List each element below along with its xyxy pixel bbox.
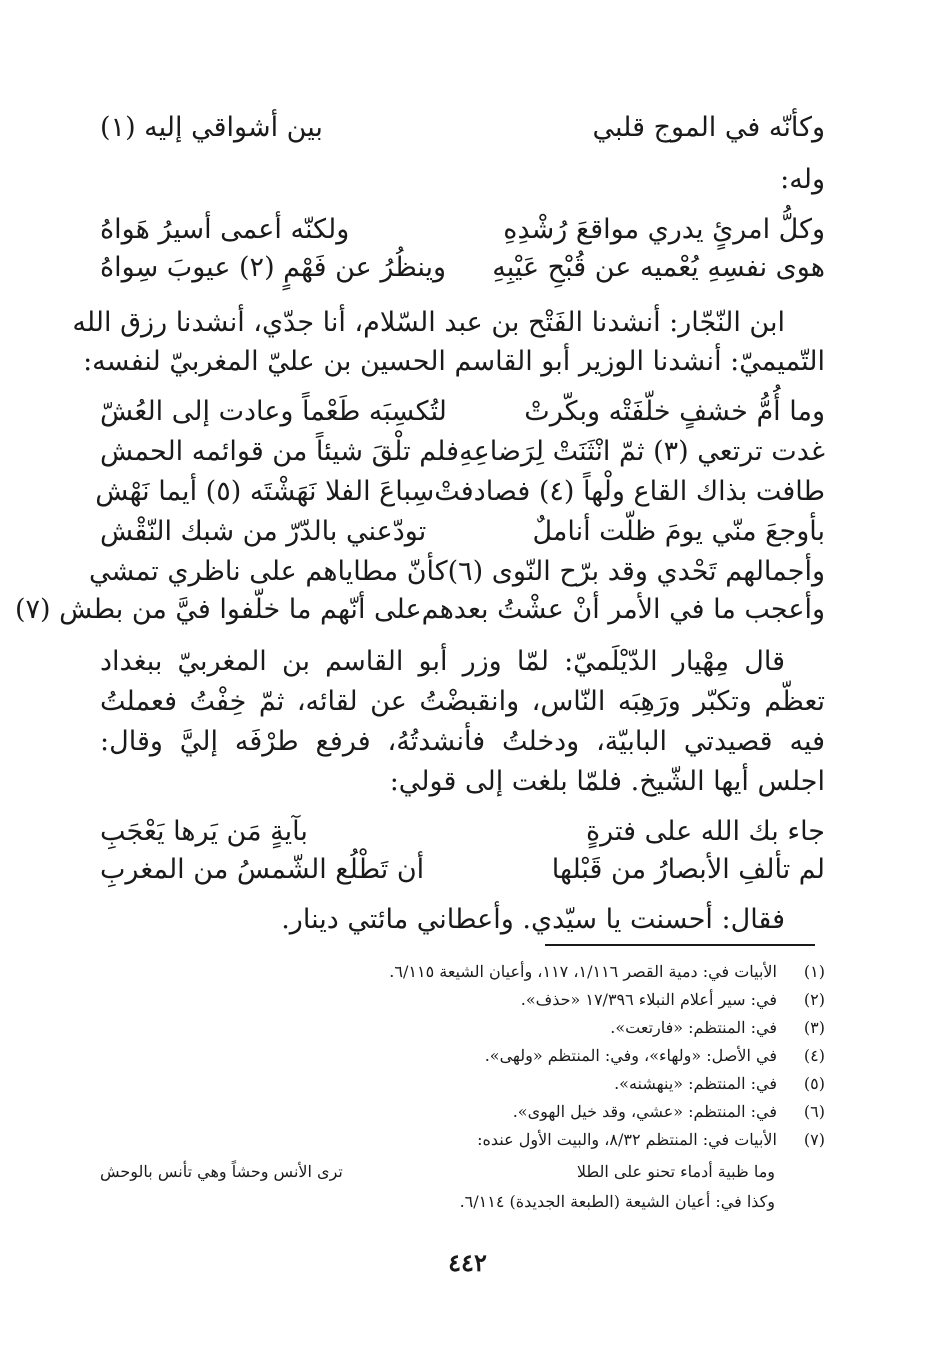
verse-line xyxy=(14,590,825,630)
prose-line xyxy=(72,303,825,343)
verse-line xyxy=(100,248,825,288)
footnote-text: في: المنتظم: «ينهشنه». xyxy=(614,1074,777,1093)
verse-second-hemistich: لتُكسِبَه طَعْماً وعادت إلى العُشّ xyxy=(100,396,447,427)
verse-first-hemistich: جاء بك الله على فترةٍ xyxy=(585,816,825,847)
footnote-number: (٦) xyxy=(803,1102,825,1121)
verse-second-hemistich: أن تَطْلُع الشّمسُ من المغربِ xyxy=(100,854,425,885)
footnote-text: في: المنتظم: «عشي، وقد خيل الهوى». xyxy=(512,1102,777,1121)
verse-line xyxy=(100,108,825,148)
verse-first-hemistich: وأعجب ما في الأمر أنْ عشْتُ بعدهم xyxy=(421,594,825,625)
footnote xyxy=(100,1074,825,1094)
footnote-text: في الأصل: «ولهاء»، وفي: المنتظم «ولهى». xyxy=(484,1046,777,1065)
footnote-number: (١) xyxy=(803,962,825,981)
footnote xyxy=(100,1130,825,1150)
closing-line xyxy=(100,900,825,940)
verse-second-hemistich: وينظُرُ عن فَهْمٍ (٢) عيوبَ سِواهُ xyxy=(100,252,447,283)
footnote-number: (٢) xyxy=(803,990,825,1009)
footnote xyxy=(100,990,825,1010)
footnote-number: (٥) xyxy=(803,1074,825,1093)
prose-text: قال مِهْيار الدّيْلَميّ: لمّا وزر أبو القاسم بن المغربيّ ببغداد تعظّم وتكبّر ورَهِبَه النّاس، وانقبضْتُ عن لقائه، ثمّ خِفْتُ فعملتُ فيه قصيدتي البابيّة، ودخلتُ فأنشدتُهُ، فرفع طرْفَه إليَّ وقال: اجلس أيها الشّيخ. فلمّا بلغت إلى قولي: xyxy=(100,646,825,797)
footnote-continuation: وكذا في: أعيان الشيعة (الطبعة الجديدة) ٦/١١٤. xyxy=(459,1192,775,1211)
verse-second-hemistich: ولكنّه أعمى أسيرُ هَواهُ xyxy=(100,214,350,245)
footnote-number: (٧) xyxy=(803,1130,825,1149)
verse-line xyxy=(100,210,825,250)
verse-first-hemistich: هوى نفسِهِ يُعْميه عن قُبْحِ عَيْبِهِ xyxy=(492,252,825,283)
footnote-text: في: المنتظم: «فارتعت». xyxy=(610,1018,777,1037)
verse-first-hemistich: وكأنّه في الموج قلبي xyxy=(592,112,825,143)
verse-first-hemistich: وأجمالهم تَحْدي وقد برّح النّوى (٦) xyxy=(447,556,825,587)
verse-line xyxy=(100,850,825,890)
verse-line xyxy=(89,552,825,592)
verse-second-hemistich: بآيةٍ مَن يَرها يَعْجَبِ xyxy=(100,816,308,847)
verse-second-hemistich: بين أشواقي إليه (١) xyxy=(100,112,323,143)
verse-line xyxy=(100,512,825,552)
verse-first-hemistich: وما ظبية أدماء تحنو على الطلا xyxy=(576,1162,775,1181)
verse-second-hemistich: على أنّهم ما خلّفوا فيَّ من بطش (٧) xyxy=(14,594,422,625)
prose-text: فقال: أحسنت يا سيّدي. وأعطاني مائتي دينار. xyxy=(281,904,785,935)
verse-first-hemistich: وكلُّ امرئٍ يدري مواقعَ رُشْدِهِ xyxy=(503,214,825,245)
footnote xyxy=(100,1046,825,1066)
footnote-text: في: سير أعلام النبلاء ١٧/٣٩٦ «حذف». xyxy=(520,990,777,1009)
verse-second-hemistich: سِباعَ الفلا نَهَشْتَه (٥) أيما نَهْش xyxy=(95,476,435,507)
footnote-number: (٣) xyxy=(803,1018,825,1037)
verse-line xyxy=(100,432,825,472)
verse-first-hemistich: بأوجعَ منّي يومَ ظلّت أناملٌ xyxy=(532,516,825,547)
footnote-separator xyxy=(545,944,815,946)
page-number: ٤٤٢ xyxy=(448,1248,487,1277)
footnote-number: (٤) xyxy=(803,1046,825,1065)
footnote xyxy=(100,962,825,982)
verse-second-hemistich: تودّعني بالدّرّ من شبك النّقْش xyxy=(100,516,427,547)
verse-intro: وله: xyxy=(780,164,825,195)
verse-line xyxy=(95,472,825,512)
verse-first-hemistich: لم تألفِ الأبصارُ من قَبْلها xyxy=(551,854,825,885)
prose-paragraph xyxy=(100,642,825,802)
prose-line: التّميميّ: أنشدنا الوزير أبو القاسم الحسين بن عليّ المغربيّ لنفسه: xyxy=(83,346,825,377)
verse-line xyxy=(100,392,825,432)
footnote-verse xyxy=(100,1162,775,1182)
verse-second-hemistich: كأنّ مطاياهم على ناظري تمشي xyxy=(89,556,448,587)
verse-first-hemistich: طافت بذاك القاع ولْهاً (٤) فصادفتْ xyxy=(434,476,825,507)
verse-first-hemistich: وما أُمُّ خشفٍ خلّفَتْه وبكّرتْ xyxy=(524,396,825,427)
footnote-text: الأبيات في: دمية القصر ١/١١٦، ١١٧، وأعيان الشيعة ٦/١١٥. xyxy=(389,962,777,981)
prose-text: ابن النّجّار: أنشدنا الفَتْح بن عبد السّلام، أنا جدّي، أنشدنا رزق الله xyxy=(72,307,785,338)
footnote-text: الأبيات في: المنتظم ٨/٣٢، والبيت الأول عنده: xyxy=(477,1130,777,1149)
footnote xyxy=(100,1018,825,1038)
verse-line xyxy=(100,812,825,852)
verse-first-hemistich: غدت ترتعي (٣) ثمّ انْثَنَتْ لِرَضاعِهِ xyxy=(459,436,825,467)
footnote xyxy=(100,1102,825,1122)
verse-second-hemistich: فلم تلْقَ شيئاً من قوائمه الحمش xyxy=(100,436,460,467)
verse-second-hemistich: ترى الأنس وحشاً وهي تأنس بالوحش xyxy=(100,1162,343,1181)
